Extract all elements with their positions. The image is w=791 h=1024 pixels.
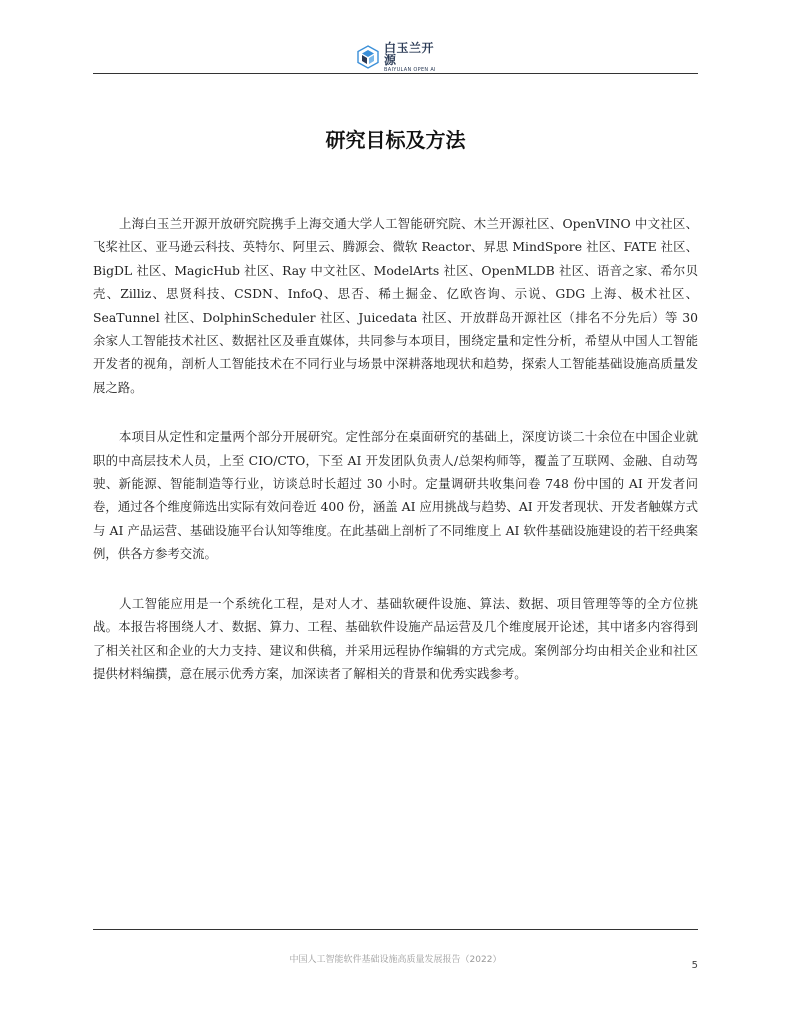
body-text <box>93 212 698 711</box>
page-number: 5 <box>691 960 698 971</box>
logo-chinese-name: 白玉兰开源 <box>384 40 435 67</box>
logo-text <box>384 42 446 73</box>
logo-english-name: BAIYULAN OPEN AI <box>384 66 436 73</box>
page-title: 研究目标及方法 <box>325 128 466 152</box>
header-logo <box>356 40 446 73</box>
footer-divider <box>93 929 698 930</box>
paragraph-methodology: 本项目从定性和定量两个部分开展研究。定性部分在桌面研究的基础上，深度访谈二十余位在中国企业就职的中高层技术人员，上至 CIO/CTO，下至 AI 开发团队负责人/总架构师等，覆盖了互联网、金融、自动驾驶、新能源、智能制造等行业，访谈总时长超过 30 小时。定量调研共收集问卷 748 份中国的 AI 开发者问卷，通过各个维度筛选出实际有效问卷近 400 份，涵盖 AI 应用挑战与趋势、AI 开发者现状、开发者触媒方式与 AI 产品运营、基础设施平台认知等维度。在此基础上剖析了不同维度上 AI 软件基础设施建设的若干经典案例，供各方参考交流。 <box>93 429 698 562</box>
hexagon-cube-logo-icon <box>356 45 380 69</box>
paragraph-participants: 上海白玉兰开源开放研究院携手上海交通大学人工智能研究院、木兰开源社区、OpenVINO 中文社区、飞桨社区、亚马逊云科技、英特尔、阿里云、腾源会、微软 Reactor、昇思 MindSpore 社区、FATE 社区、BigDL 社区、MagicHub 社区、Ray 中文社区、ModelArts 社区、OpenMLDB 社区、语音之家、希尔贝壳、Zilliz、思贤科技、CSDN、InfoQ、思否、稀土掘金、亿欧咨询、示说、GDG 上海、极术社区、SeaTunnel 社区、DolphinScheduler 社区、Juicedata 社区、开放群岛开源社区（排名不分先后）等 30 余家人工智能技术社区、数据社区及垂直媒体，共同参与本项目，围绕定量和定性分析，希望从中国人工智能开发者的视角，剖析人工智能技术在不同行业与场景中深耕落地现状和趋势，探索人工智能基础设施高质量发展之路。 <box>93 216 698 395</box>
footer-report-title: 中国人工智能软件基础设施高质量发展报告（2022） <box>289 955 502 965</box>
header-divider <box>93 73 698 74</box>
paragraph-scope: 人工智能应用是一个系统化工程，是对人才、基础软硬件设施、算法、数据、项目管理等等的全方位挑战。本报告将围绕人才、数据、算力、工程、基础软件设施产品运营及几个维度展开论述，其中诸多内容得到了相关社区和企业的大力支持、建议和供稿，并采用远程协作编辑的方式完成。案例部分均由相关企业和社区提供材料编撰，意在展示优秀方案，加深读者了解相关的背景和优秀实践参考。 <box>93 595 698 681</box>
